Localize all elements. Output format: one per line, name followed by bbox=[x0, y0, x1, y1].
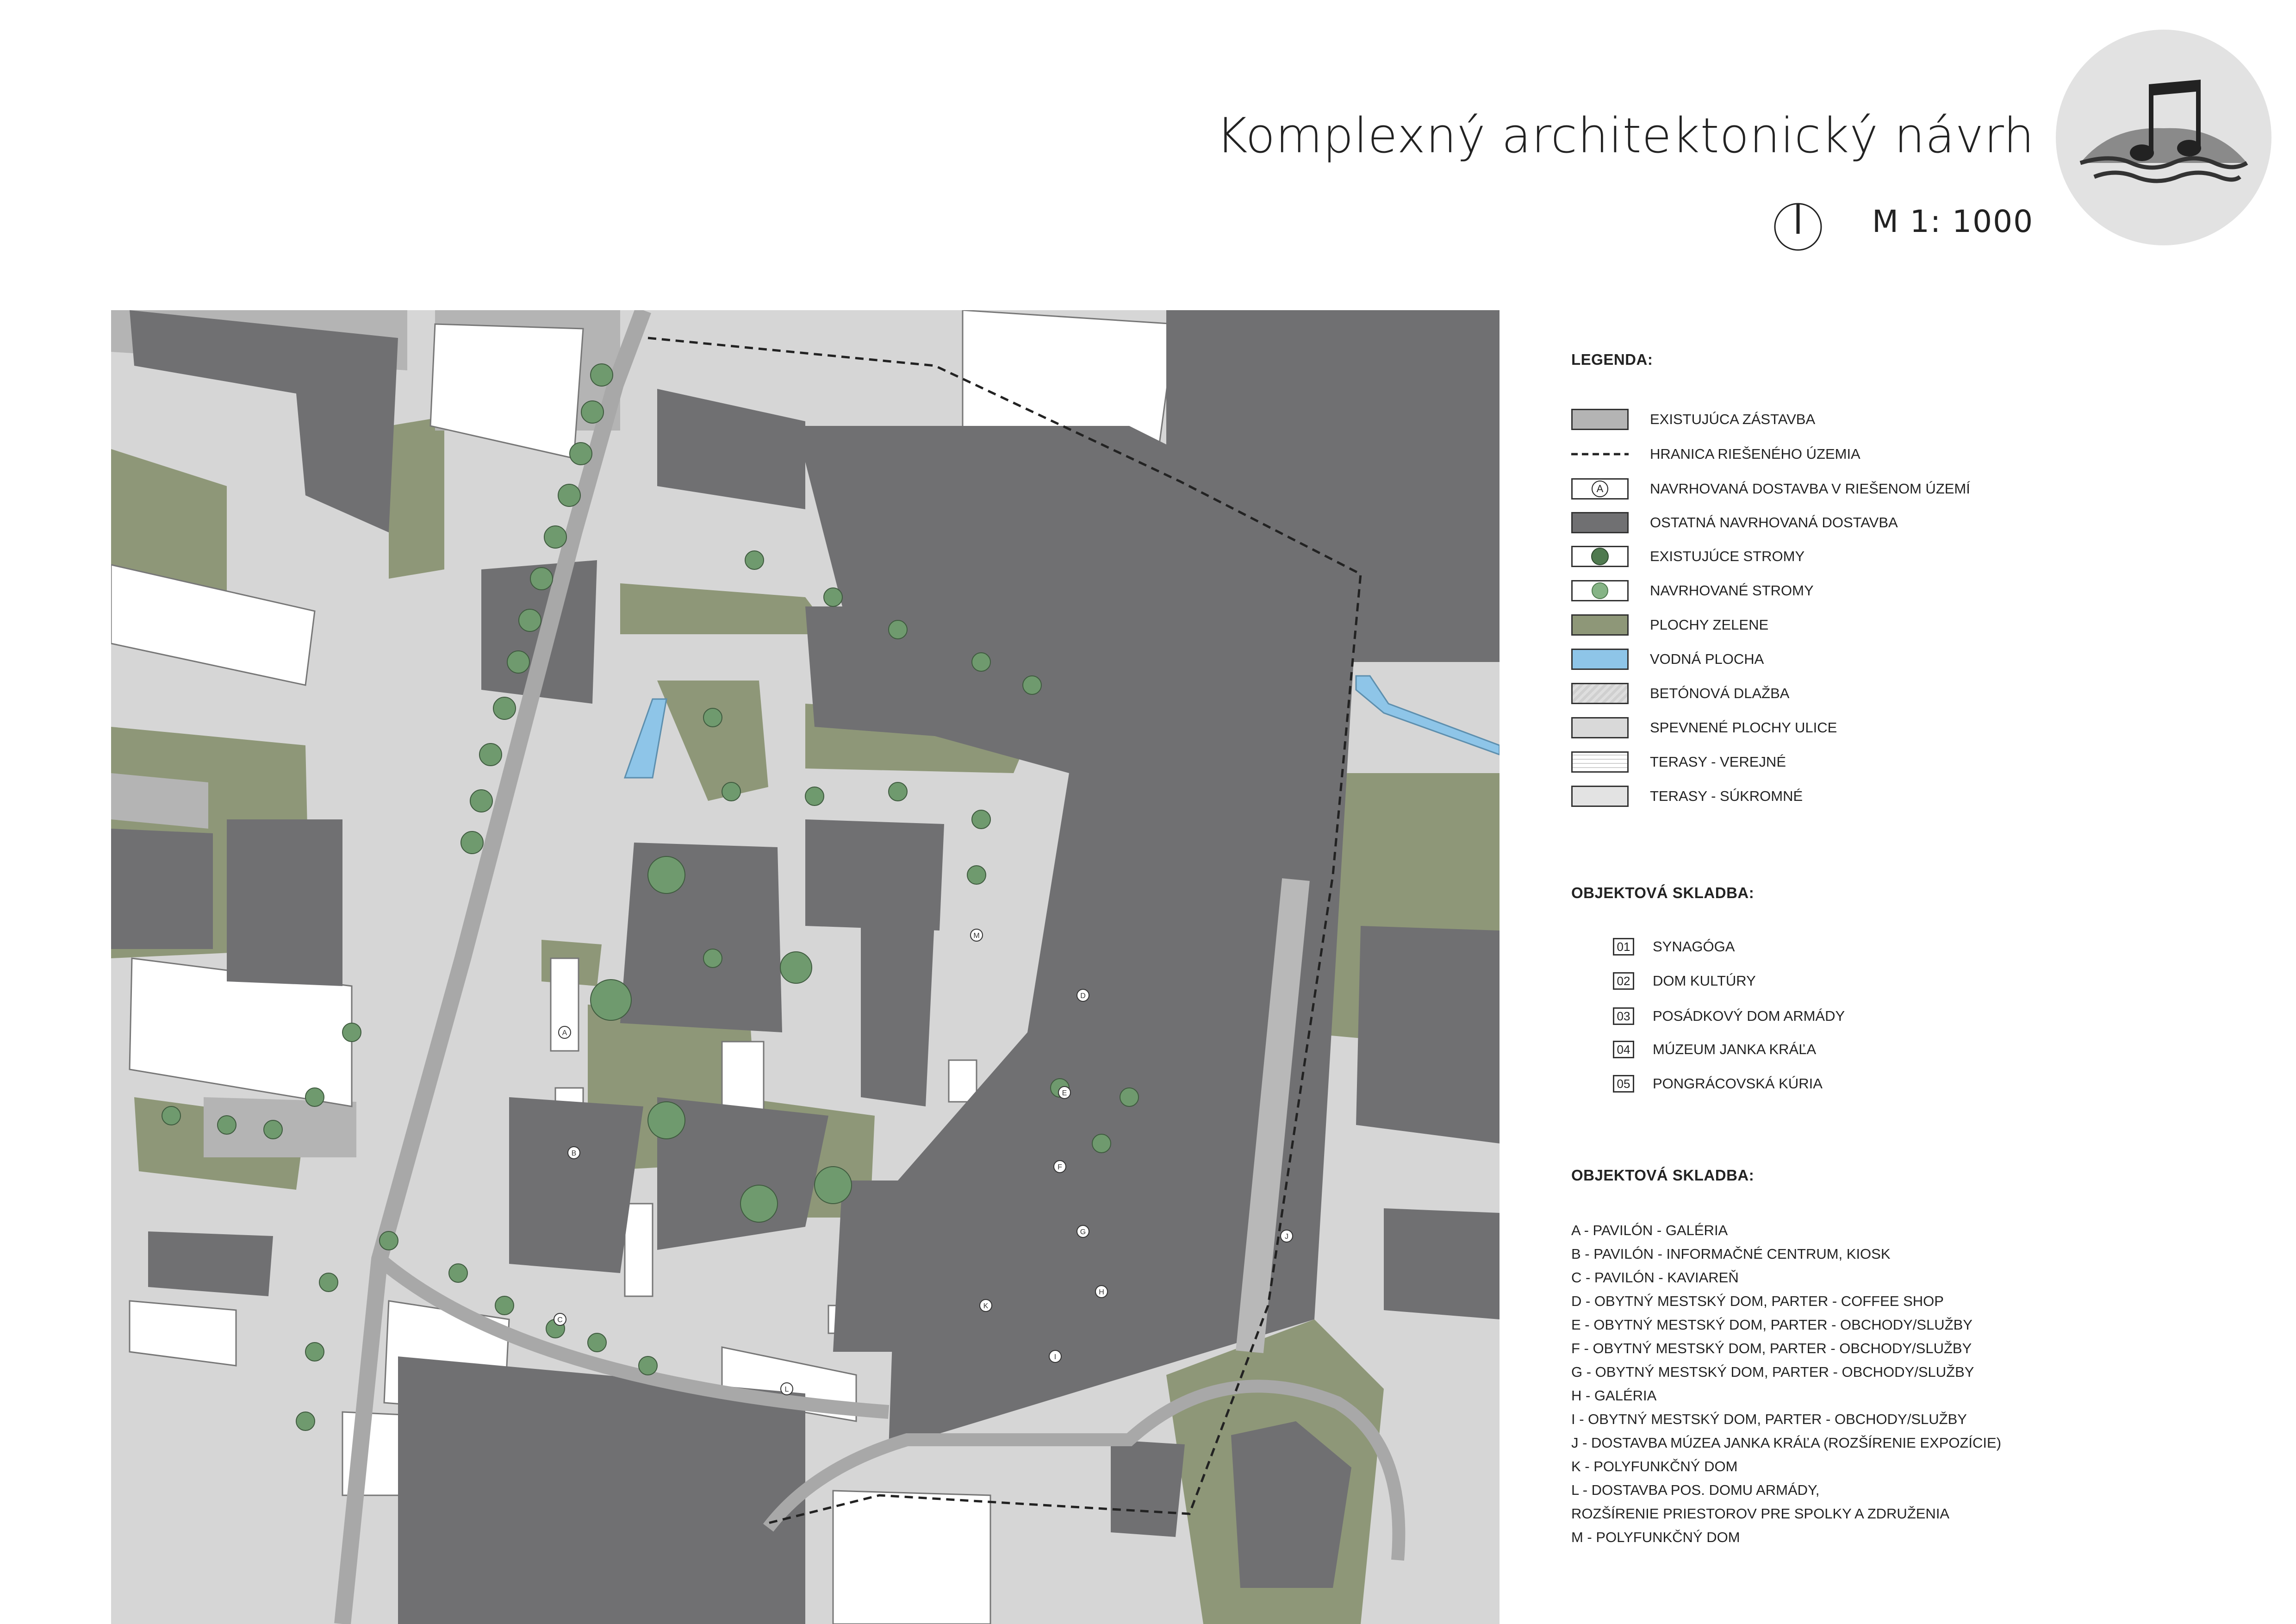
object-label: PONGRÁCOVSKÁ KÚRIA bbox=[1653, 1075, 1823, 1092]
legend-swatch-water bbox=[1571, 649, 1629, 670]
map-label-letter: M bbox=[973, 932, 980, 940]
object-label: SYNAGÓGA bbox=[1653, 938, 1735, 955]
legend-swatch-terrace-private bbox=[1571, 786, 1629, 807]
object-lettered-item: B - PAVILÓN - INFORMAČNÉ CENTRUM, KIOSK bbox=[1571, 1246, 1891, 1262]
object-lettered-item: H - GALÉRIA bbox=[1571, 1387, 1657, 1404]
legend-swatch-tree-proposed bbox=[1571, 580, 1629, 601]
map-label-letter: C bbox=[557, 1316, 563, 1324]
object-item bbox=[1613, 935, 1735, 958]
legend-label: TERASY - SÚKROMNÉ bbox=[1650, 788, 1803, 804]
legend-swatch-boundary bbox=[1571, 443, 1629, 465]
legend-item bbox=[1571, 647, 1764, 671]
legend-item bbox=[1571, 477, 1970, 501]
tree-proposed-icon bbox=[1592, 582, 1608, 599]
map-label-letter: F bbox=[1058, 1163, 1062, 1171]
object-lettered-item: M - POLYFUNKČNÝ DOM bbox=[1571, 1529, 1740, 1545]
north-arrow-icon bbox=[1773, 201, 1823, 252]
legend-item bbox=[1571, 579, 1814, 603]
object-lettered-item: I - OBYTNÝ MESTSKÝ DOM, PARTER - OBCHODY/SLUŽBY bbox=[1571, 1411, 1967, 1427]
legend-label: SPEVNENÉ PLOCHY ULICE bbox=[1650, 719, 1837, 736]
object-item bbox=[1613, 969, 1756, 993]
legend-swatch-terrace-public bbox=[1571, 751, 1629, 773]
legend-item bbox=[1571, 681, 1789, 706]
object-lettered-item: F - OBYTNÝ MESTSKÝ DOM, PARTER - OBCHODY/SLUŽBY bbox=[1571, 1340, 1972, 1356]
object-lettered-item: G - OBYTNÝ MESTSKÝ DOM, PARTER - OBCHODY/SLUŽBY bbox=[1571, 1364, 1974, 1380]
legend-item bbox=[1571, 442, 1860, 466]
legend-swatch-other-proposed bbox=[1571, 512, 1629, 533]
legend-letter-badge: A bbox=[1592, 481, 1608, 497]
legend-item bbox=[1571, 750, 1786, 774]
legend-label: NAVRHOVANÁ DOSTAVBA V RIEŠENOM ÚZEMÍ bbox=[1650, 481, 1970, 497]
map-label-letter: K bbox=[983, 1302, 989, 1310]
object-label: MÚZEUM JANKA KRÁĽA bbox=[1653, 1041, 1817, 1057]
object-item bbox=[1613, 1072, 1823, 1095]
legend-item bbox=[1571, 716, 1837, 740]
objects-numbered-heading: OBJEKTOVÁ SKLADBA: bbox=[1571, 884, 1755, 901]
legend-swatch-street bbox=[1571, 717, 1629, 738]
legend-item bbox=[1571, 511, 1898, 535]
legend-swatch-existing bbox=[1571, 409, 1629, 430]
site-plan-map[interactable] bbox=[111, 310, 1500, 1624]
legend-label: EXISTUJÚCA ZÁSTAVBA bbox=[1650, 411, 1816, 427]
legend-item bbox=[1571, 407, 1815, 431]
legend-item bbox=[1571, 613, 1768, 637]
object-number: 03 bbox=[1613, 1007, 1634, 1025]
object-lettered-item: ROZŠÍRENIE PRIESTOROV PRE SPOLKY A ZDRUŽENIA bbox=[1571, 1505, 1950, 1522]
map-label-letter: E bbox=[1062, 1089, 1067, 1097]
object-item bbox=[1613, 1038, 1816, 1061]
map-label-letter: A bbox=[562, 1029, 567, 1037]
objects-lettered-heading: OBJEKTOVÁ SKLADBA: bbox=[1571, 1167, 1755, 1184]
map-label-letter: L bbox=[784, 1386, 789, 1393]
legend-label: VODNÁ PLOCHA bbox=[1650, 651, 1764, 667]
object-number: 04 bbox=[1613, 1041, 1634, 1058]
map-label-letter: H bbox=[1099, 1288, 1104, 1296]
legend-label: TERASY - VEREJNÉ bbox=[1650, 754, 1786, 770]
legend-label: BETÓNOVÁ DLAŽBA bbox=[1650, 685, 1790, 701]
legend-item bbox=[1571, 784, 1803, 808]
legend-label: EXISTUJÚCE STROMY bbox=[1650, 548, 1805, 564]
object-lettered-item: C - PAVILÓN - KAVIAREŇ bbox=[1571, 1269, 1739, 1286]
object-lettered-item: A - PAVILÓN - GALÉRIA bbox=[1571, 1222, 1728, 1238]
object-label: POSÁDKOVÝ DOM ARMÁDY bbox=[1653, 1008, 1845, 1024]
object-lettered-item: J - DOSTAVBA MÚZEA JANKA KRÁĽA (ROZŠÍRENIE EXPOZÍCIE) bbox=[1571, 1435, 2002, 1451]
map-label-letter: J bbox=[1285, 1233, 1288, 1241]
map-label-letter: D bbox=[1080, 992, 1086, 1000]
scale-label: M 1: 1000 bbox=[1872, 204, 2034, 239]
map-label-letter: G bbox=[1080, 1228, 1086, 1236]
object-lettered-item: D - OBYTNÝ MESTSKÝ DOM, PARTER - COFFEE SHOP bbox=[1571, 1293, 1944, 1309]
page-title: Komplexný architektonický návrh bbox=[1216, 107, 2035, 164]
legend-item bbox=[1571, 544, 1804, 568]
object-item bbox=[1613, 1005, 1845, 1028]
object-lettered-item: L - DOSTAVBA POS. DOMU ARMÁDY, bbox=[1571, 1482, 1820, 1498]
object-lettered-item: E - OBYTNÝ MESTSKÝ DOM, PARTER - OBCHODY/SLUŽBY bbox=[1571, 1317, 1972, 1333]
legend-swatch-tree-existing bbox=[1571, 546, 1629, 567]
legend-label: HRANICA RIEŠENÉHO ÚZEMIA bbox=[1650, 446, 1860, 462]
map-label-letter: I bbox=[1054, 1353, 1057, 1361]
object-number: 05 bbox=[1613, 1075, 1634, 1093]
legend-label: PLOCHY ZELENE bbox=[1650, 617, 1769, 633]
legend-swatch-proposed-lettered bbox=[1571, 478, 1629, 500]
legend-label: NAVRHOVANÉ STROMY bbox=[1650, 582, 1814, 599]
legend-swatch-green bbox=[1571, 614, 1629, 636]
object-label: DOM KULTÚRY bbox=[1653, 973, 1756, 989]
tree-existing-icon bbox=[1591, 548, 1609, 565]
object-number: 01 bbox=[1613, 938, 1634, 956]
legend-label: OSTATNÁ NAVRHOVANÁ DOSTAVBA bbox=[1650, 514, 1898, 531]
object-number: 02 bbox=[1613, 972, 1634, 990]
map-label-letter: B bbox=[571, 1149, 577, 1157]
music-note-hill-logo bbox=[2055, 29, 2272, 246]
object-lettered-item: K - POLYFUNKČNÝ DOM bbox=[1571, 1458, 1738, 1474]
legend-heading: LEGENDA: bbox=[1571, 351, 1653, 368]
legend-swatch-concrete bbox=[1571, 683, 1629, 704]
